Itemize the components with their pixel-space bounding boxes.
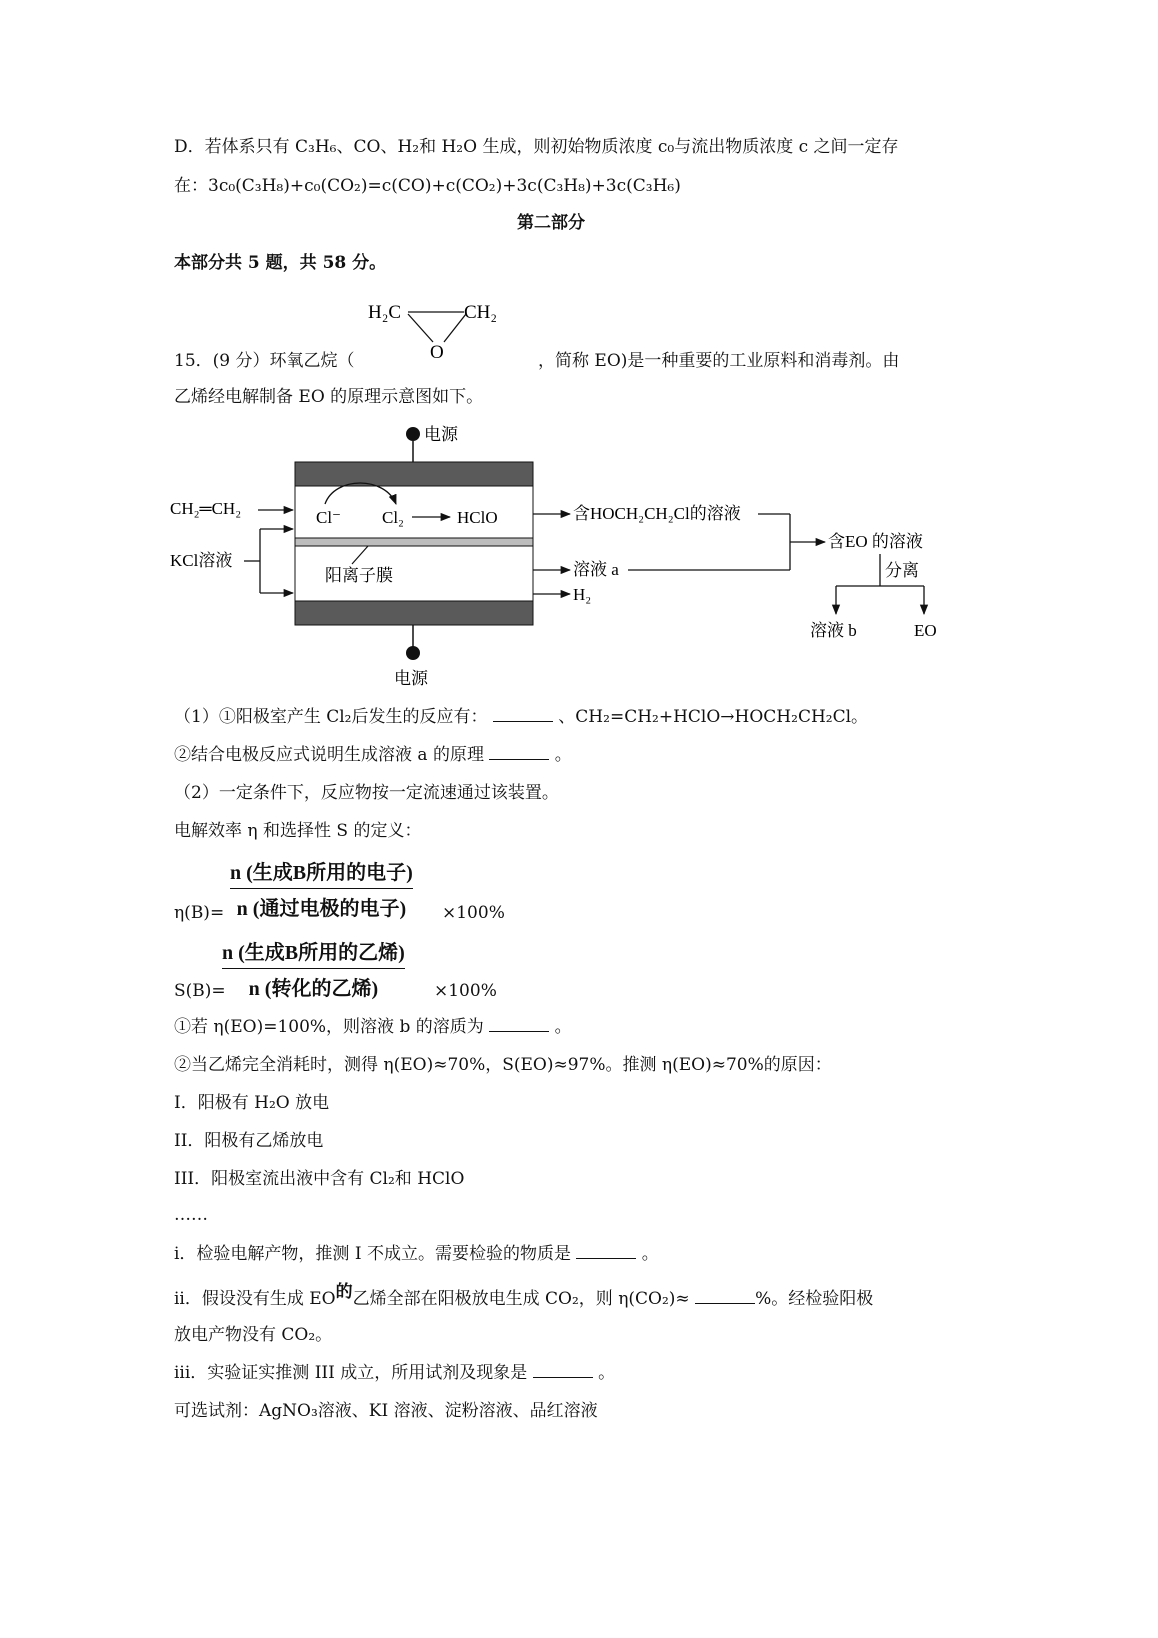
q1-part1-text: （1）①阳极室产生 Cl₂后发生的反应有： [174,707,488,727]
reason-2: II．阳极有乙烯放电 [174,1131,324,1151]
sel-mult: ×100% [434,981,497,1001]
power-top-label: 电源 [424,425,458,444]
q1-part1-text-b: 、CH₂=CH₂+HClO→HOCH₂CH₂Cl。 [558,707,869,727]
option-d-line1: D．若体系只有 C₃H₆、CO、H₂和 H₂O 生成，则初始物质浓度 c₀与流出物质浓度 c 之间一定存 [174,137,899,157]
power-terminal-bottom [406,646,420,660]
membrane-label: 阳离子膜 [325,566,393,585]
electrolysis-diagram [160,418,960,693]
epoxide-structure [360,292,520,367]
out-h2: H₂ [573,585,592,604]
cl2: Cl₂ [382,508,404,527]
q1-part2-end: 。 [554,745,572,765]
q1-part2-text: ②结合电极反应式说明生成溶液 a 的原理 [174,745,484,765]
hclo: HClO [457,508,498,527]
sub-q-i [174,1243,659,1265]
sub-q-ii-b: 乙烯全部在阳极放电生成 CO₂，则 η(CO₂)≈ [352,1289,690,1309]
out-a: 溶液 a [573,560,619,579]
eta-denominator: n (通过电极的电子) [236,898,407,920]
option-d-line2: 在：3c₀(C₃H₈)+c₀(CO₂)=c(CO)+c(CO₂)+3c(C₃H₈)+3c(C₃H₆) [174,176,681,196]
q2-b: ②当乙烯完全消耗时，测得 η(EO)≈70%，S(EO)≈97%。推测 η(EO)≈70%的原因： [174,1055,832,1075]
sol-b: 溶液 b [810,621,857,640]
sub-q-ii [174,1282,874,1310]
out-top: 含HOCH₂CH₂Cl的溶液 [573,504,741,523]
struct-o: O [430,342,444,363]
q15-intro-b: ，简称 EO)是一种重要的工业原料和消毒剂。由 [538,351,900,371]
answer-blank-5[interactable] [695,1289,755,1304]
bottom-electrode [295,601,533,625]
sub-q-ii-a: ii．假设没有生成 EO [174,1289,336,1309]
q15-intro-c: 乙烯经电解制备 EO 的原理示意图如下。 [174,387,484,407]
sub-q-iii [174,1362,615,1384]
reagents-list: 可选试剂：AgNO₃溶液、KI 溶液、淀粉溶液、品红溶液 [174,1401,598,1421]
ellipsis: …… [174,1205,208,1225]
q2-a-end: 。 [554,1017,572,1037]
sub-q-iii-text: iii．实验证实推测 III 成立，所用试剂及现象是 [174,1363,528,1383]
sub-q-ii-cont: 放电产物没有 CO₂。 [174,1325,333,1345]
sub-q-iii-end: 。 [598,1363,616,1383]
reason-3: III．阳极室流出液中含有 Cl₂和 HClO [174,1169,465,1189]
q2-definition: 电解效率 η 和选择性 S 的定义： [174,821,422,841]
sub-q-i-text: i．检验电解产物，推测 I 不成立。需要检验的物质是 [174,1244,571,1264]
sel-numerator: n (生成B所用的乙烯) [222,942,405,964]
sub-q-i-end: 。 [641,1244,659,1264]
separate-label: 分离 [885,561,919,580]
sel-fraction [222,936,405,1001]
membrane-bar [295,538,533,546]
cl-ion: Cl⁻ [316,508,342,527]
answer-blank-3[interactable] [489,1017,549,1032]
sel-lhs: S(B)= [174,981,226,1001]
eta-fraction [230,856,413,921]
q2-a-text: ①若 η(EO)=100%，则溶液 b 的溶质为 [174,1017,484,1037]
q1-part2 [174,744,572,766]
q2-a [174,1016,572,1038]
sub-q-ii-c: %。经检验阳极 [755,1289,874,1309]
sub-q-ii-de: 的 [335,1282,353,1302]
struct-right: CH₂ [464,302,498,323]
reason-1: I．阳极有 H₂O 放电 [174,1093,330,1113]
feed-ethylene: CH₂═CH₂ [170,499,242,518]
eta-mult: ×100% [442,903,505,923]
struct-left: H₂C [368,302,402,323]
q1-part1 [174,706,868,728]
section-title: 第二部分 [517,213,585,233]
sel-denominator: n (转化的乙烯) [248,978,379,1000]
q2-intro: （2）一定条件下，反应物按一定流速通过该装置。 [174,783,559,803]
eta-numerator: n (生成B所用的电子) [230,862,413,884]
eta-lhs: η(B)= [174,903,225,923]
section-intro: 本部分共 5 题，共 58 分。 [174,253,387,273]
answer-blank-1[interactable] [493,707,553,722]
q15-intro-a: 15．(9 分）环氧乙烷（ [174,351,355,371]
power-terminal-top [406,427,420,441]
answer-blank-4[interactable] [576,1244,636,1259]
eo-product: EO [914,621,937,640]
top-electrode [295,462,533,486]
eo-solution: 含EO 的溶液 [828,532,923,551]
power-bottom-label: 电源 [394,669,428,688]
answer-blank-6[interactable] [533,1363,593,1378]
answer-blank-2[interactable] [489,745,549,760]
feed-kcl: KCl溶液 [170,551,233,570]
